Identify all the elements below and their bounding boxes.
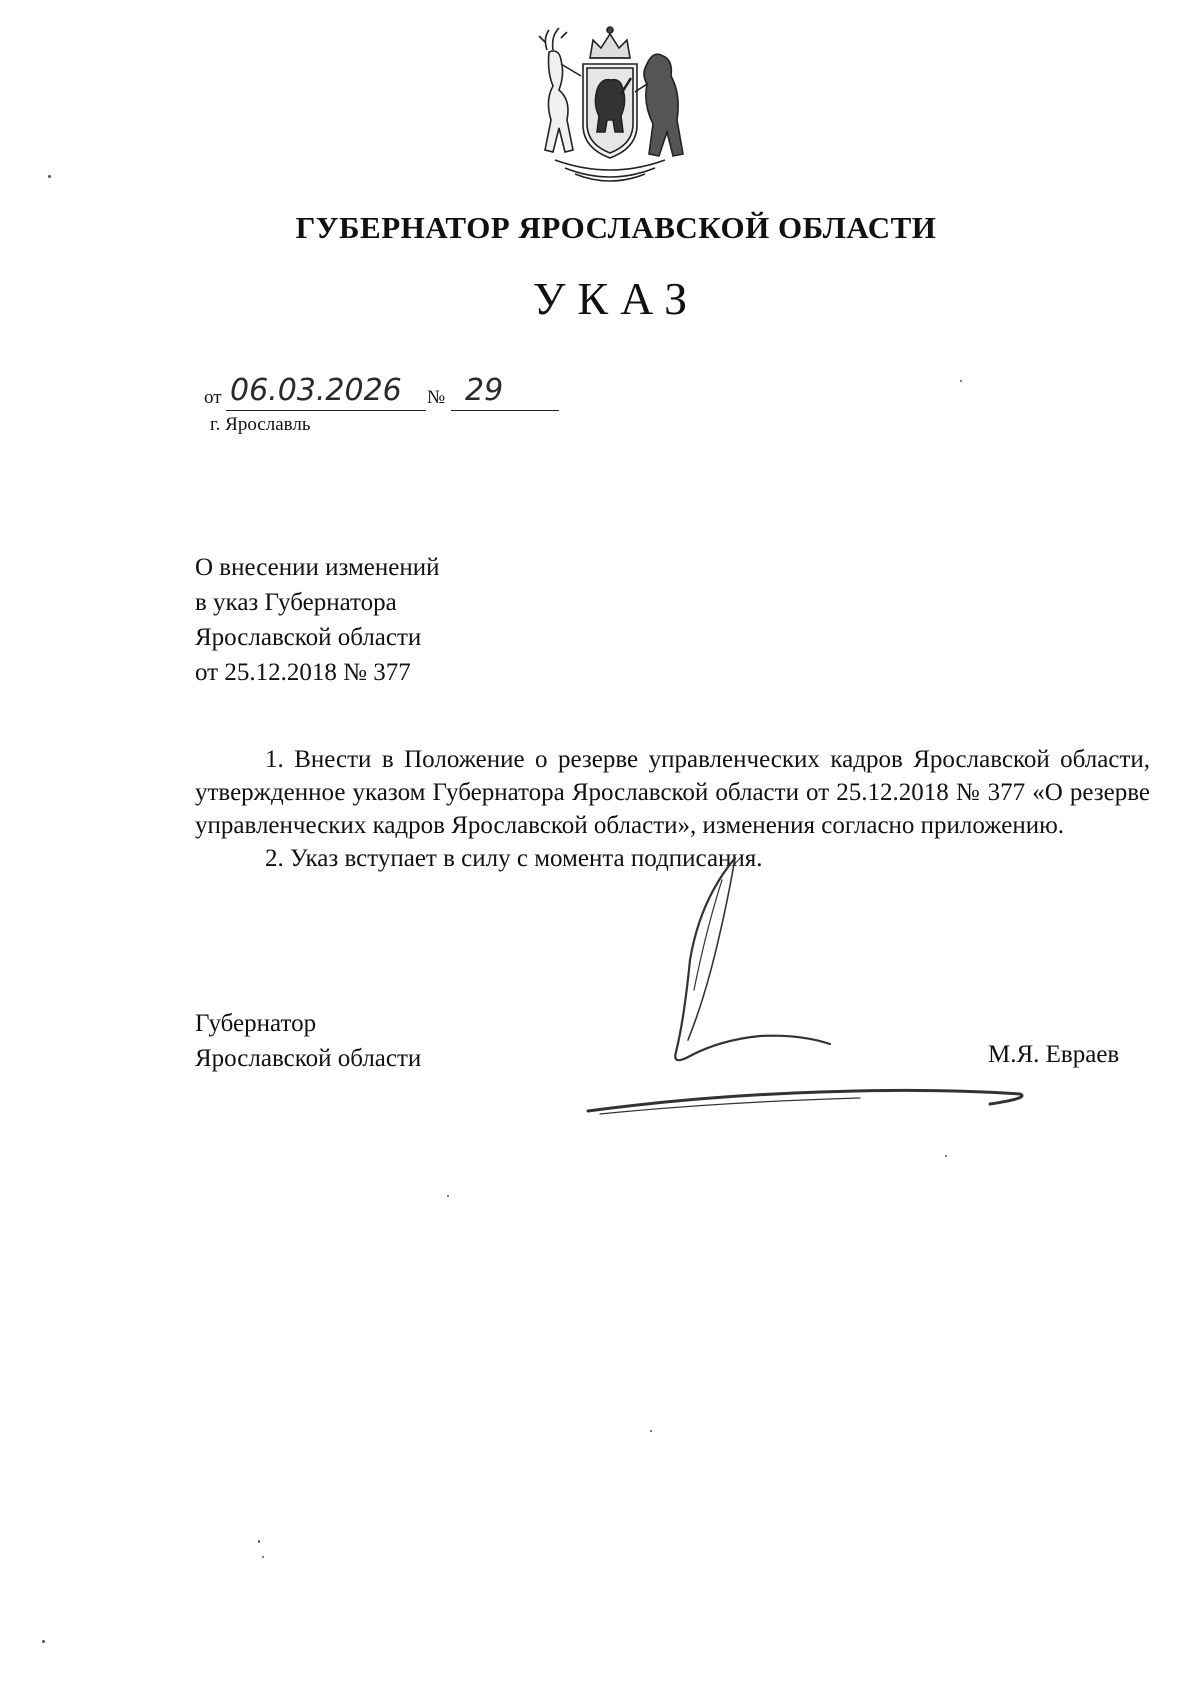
signer-position xyxy=(195,1006,421,1076)
number-field xyxy=(451,370,559,411)
signer-position-line: Губернатор xyxy=(195,1010,317,1037)
issuing-authority: ГУБЕРНАТОР ЯРОСЛАВСКОЙ ОБЛАСТИ xyxy=(295,210,937,245)
number-prefix: № xyxy=(427,387,446,408)
date-number-line xyxy=(204,365,564,411)
subject-line: в указ Губернатора xyxy=(195,589,397,616)
body-paragraph: 1. Внести в Положение о резерве управленческих кадров Ярославской области, утвержденное указом Губернатора Ярославской области от 25.12.2018 № 377 «О резерве управленческих кадров Ярославской области», изменения согласно приложению. xyxy=(195,746,1150,839)
date-value: 06.03.2026 xyxy=(230,373,402,408)
document-body xyxy=(195,743,1150,875)
document-type: УКАЗ xyxy=(532,273,700,324)
subject-line: О внесении изменений xyxy=(195,554,440,581)
signer-name: М.Я. Евраев xyxy=(988,1041,1120,1068)
signer-position-line: Ярославской области xyxy=(195,1045,422,1072)
coat-of-arms-icon xyxy=(535,20,685,190)
subject-line: от 25.12.2018 № 377 xyxy=(195,659,411,686)
date-field xyxy=(226,370,426,411)
subject-line: Ярославской области xyxy=(195,624,422,651)
number-value: 29 xyxy=(465,373,504,408)
date-prefix: от xyxy=(204,387,222,408)
body-paragraph: 2. Указ вступает в силу с момента подписания. xyxy=(265,845,763,872)
city-of-issue: г. Ярославль xyxy=(210,414,311,435)
document-subject xyxy=(195,550,440,690)
